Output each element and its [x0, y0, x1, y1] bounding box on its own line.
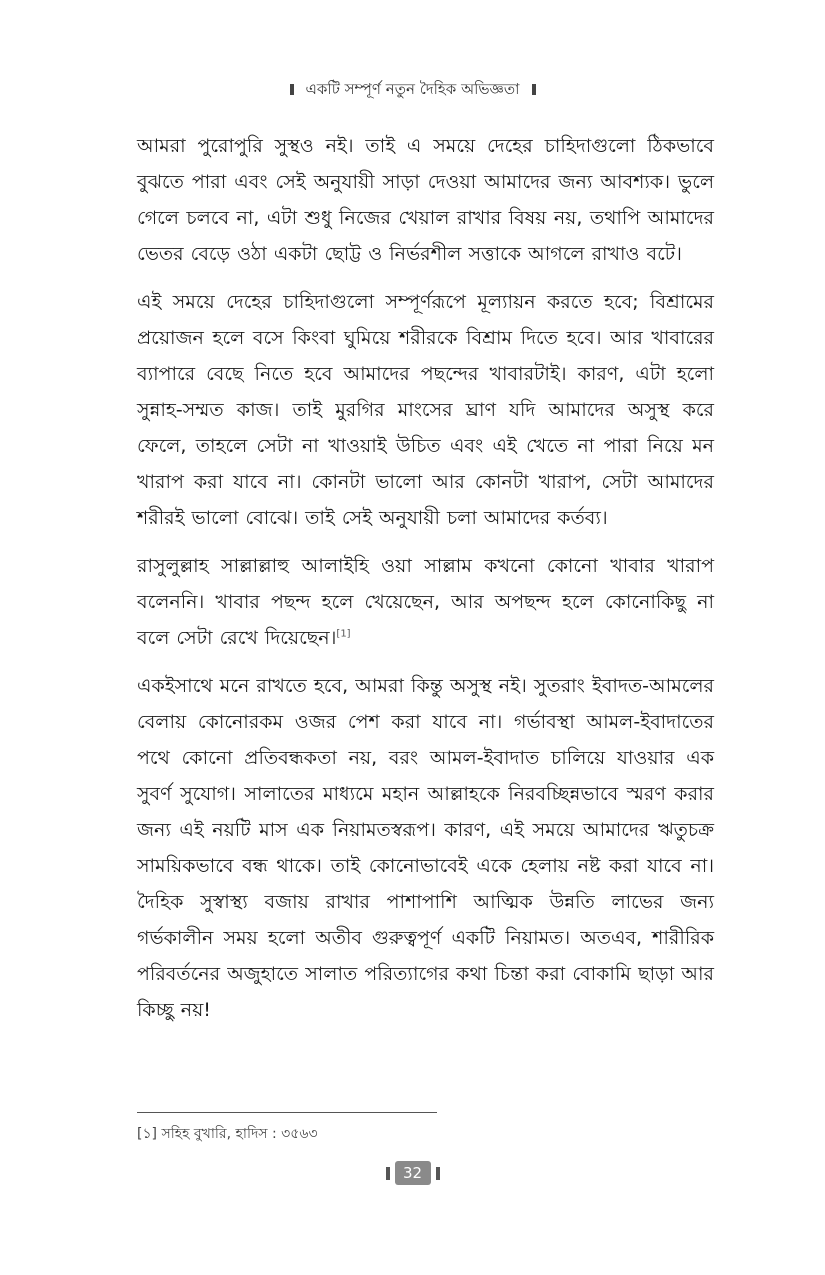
body-text — [137, 128, 714, 1040]
paragraph-1: আমরা পুরোপুরি সুস্থও নই। তাই এ সময়ে দেহের চাহিদাগুলো ঠিকভাবে বুঝতে পারা এবং সেই অনুযায়ী সাড়া দেওয়া আমাদের জন্য আবশ্যক। ভুলে গেলে চলবে না, এটা শুধু নিজের খেয়াল রাখার বিষয় নয়, তথাপি আমাদের ভেতর বেড়ে ওঠা একটা ছোট্ট ও নির্ভরশীল সত্তাকে আগলে রাখাও বটে। — [137, 135, 714, 265]
paragraph-3 — [137, 548, 714, 656]
paragraph-3-text: রাসুলুল্লাহ সাল্লাল্লাহু আলাইহি ওয়া সাল্লাম কখনো কোনো খাবার খারাপ বলেননি। খাবার পছন্দ হলে খেয়েছেন, আর অপছন্দ হলে কোনোকিছু না বলে সেটা রেখে দিয়েছেন। — [137, 555, 714, 649]
header-right-mark — [532, 84, 536, 95]
footnote: [১] সহিহ বুখারি, হাদিস : ৩৫৬৩ — [137, 1126, 318, 1142]
footnote-divider — [137, 1112, 437, 1113]
running-header — [0, 78, 825, 103]
page-number-left-mark — [386, 1167, 390, 1180]
page-number: 32 — [395, 1161, 431, 1185]
page-number-right-mark — [436, 1167, 440, 1180]
paragraph-2: এই সময়ে দেহের চাহিদাগুলো সম্পূর্ণরূপে মূল্যায়ন করতে হবে; বিশ্রামের প্রয়োজন হলে বসে কিংবা ঘুমিয়ে শরীরকে বিশ্রাম দিতে হবে। আর খাবারের ব্যাপারে বেছে নিতে হবে আমাদের পছন্দের খাবারটাই। কারণ, এটা হলো সুন্নাহ-সম্মত কাজ। তাই মুরগির মাংসের ঘ্রাণ যদি আমাদের অসুস্থ করে ফেলে, তাহলে সেটা না খাওয়াই উচিত এবং এই খেতে না পারা নিয়ে মন খারাপ করা যাবে না। কোনটা ভালো আর কোনটা খারাপ, সেটা আমাদের শরীরই ভালো বোঝে। তাই সেই অনুযায়ী চলা আমাদের কর্তব্য। — [137, 291, 714, 529]
header-title: একটি সম্পূর্ণ নতুন দৈহিক অভিজ্ঞতা — [305, 80, 520, 98]
header-left-mark — [290, 84, 294, 95]
page-number-area — [0, 1161, 825, 1185]
paragraph-4: একইসাথে মনে রাখতে হবে, আমরা কিন্তু অসুস্থ নই। সুতরাং ইবাদত-আমলের বেলায় কোনোরকম ওজর পেশ করা যাবে না। গর্ভাবস্থা আমল-ইবাদাতের পথে কোনো প্রতিবন্ধকতা নয়, বরং আমল-ইবাদাত চালিয়ে যাওয়ার এক সুবর্ণ সুযোগ। সালাতের মাধ্যমে মহান আল্লাহকে নিরবচ্ছিন্নভাবে স্মরণ করার জন্য এই নয়টি মাস এক নিয়ামতস্বরূপ। কারণ, এই সময়ে আমাদের ঋতুচক্র সাময়িকভাবে বন্ধ থাকে। তাই কোনোভাবেই একে হেলায় নষ্ট করা যাবে না। দৈহিক সুস্বাস্থ্য বজায় রাখার পাশাপাশি আত্মিক উন্নতি লাভের জন্য গর্ভকালীন সময় হলো অতীব গুরুত্বপূর্ণ একটি নিয়ামত। অতএব, শারীরিক পরিবর্তনের অজুহাতে সালাত পরিত্যাগের কথা চিন্তা করা বোকামি ছাড়া আর কিচ্ছু নয়! — [137, 675, 714, 1021]
footnote-reference[interactable]: [1] — [336, 628, 351, 640]
